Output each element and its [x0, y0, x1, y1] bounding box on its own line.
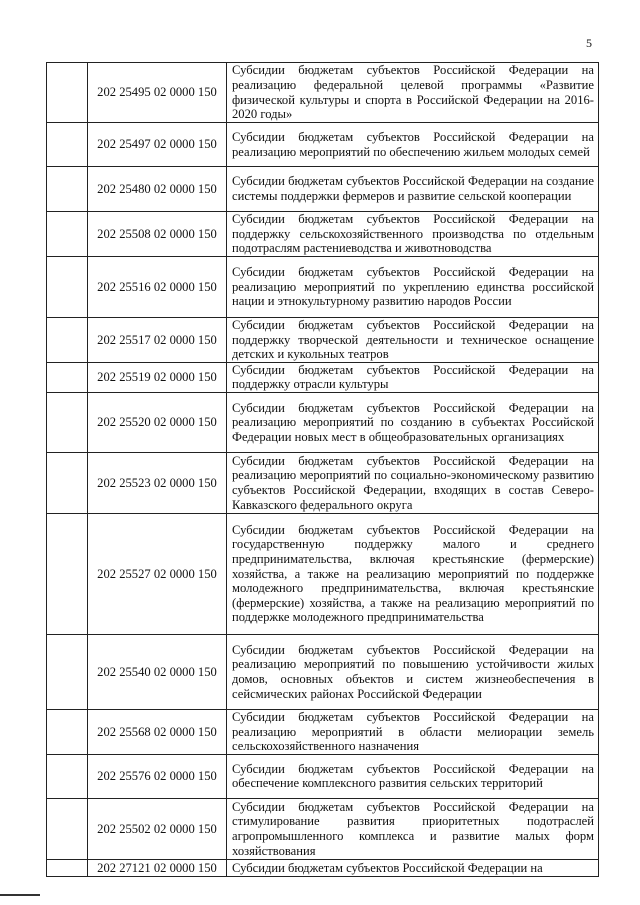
budget-code: 202 25520 02 0000 150	[88, 392, 227, 452]
budget-description: Субсидии бюджетам субъектов Российской Федерации на	[227, 859, 599, 876]
empty-cell	[47, 452, 88, 513]
budget-description: Субсидии бюджетам субъектов Российской Федерации на поддержку сельскохозяйственного производства по отдельным подотраслям растениеводства и животноводства	[227, 212, 599, 257]
page-number: 5	[586, 36, 592, 50]
table-row	[47, 362, 599, 392]
empty-cell	[47, 709, 88, 754]
table-row	[47, 392, 599, 452]
table-row	[47, 798, 599, 859]
budget-description: Субсидии бюджетам субъектов Российской Федерации на реализацию мероприятий по созданию в субъектах Российской Федерации новых мест в общеобразовательных организациях	[227, 392, 599, 452]
empty-cell	[47, 63, 88, 123]
empty-cell	[47, 362, 88, 392]
budget-description: Субсидии бюджетам субъектов Российской Федерации на государственную поддержку малого и среднего предпринимательства, включая крестьянские (фермерские) хозяйства, а также на реализацию мероприятий по поддержке молодежного предпринимательства, включая крестьянские (фермерские) хозяйства, а также на реализацию мероприятий по поддержке молодежного предпринимательства	[227, 513, 599, 634]
empty-cell	[47, 167, 88, 212]
budget-code: 202 27121 02 0000 150	[88, 859, 227, 876]
budget-code: 202 25519 02 0000 150	[88, 362, 227, 392]
budget-description: Субсидии бюджетам субъектов Российской Федерации на реализацию мероприятий по повышению устойчивости жилых домов, основных объектов и систем жизнеобеспечения в сейсмических районах Российской Федерации	[227, 634, 599, 709]
budget-code: 202 25497 02 0000 150	[88, 123, 227, 167]
budget-description: Субсидии бюджетам субъектов Российской Федерации на создание системы поддержки фермеров и развитие сельской кооперации	[227, 167, 599, 212]
empty-cell	[47, 318, 88, 363]
empty-cell	[47, 798, 88, 859]
budget-description: Субсидии бюджетам субъектов Российской Федерации на стимулирование развития приоритетных подотраслей агропромышленного комплекса и развитие малых форм хозяйствования	[227, 798, 599, 859]
table-row	[47, 123, 599, 167]
table-row	[47, 63, 599, 123]
budget-description: Субсидии бюджетам субъектов Российской Федерации на поддержку отрасли культуры	[227, 362, 599, 392]
budget-description: Субсидии бюджетам субъектов Российской Федерации на обеспечение комплексного развития сельских территорий	[227, 754, 599, 798]
budget-code: 202 25523 02 0000 150	[88, 452, 227, 513]
table-row	[47, 634, 599, 709]
page-edge-mark	[0, 894, 40, 896]
empty-cell	[47, 859, 88, 876]
budget-code: 202 25568 02 0000 150	[88, 709, 227, 754]
table-row	[47, 709, 599, 754]
budget-description: Субсидии бюджетам субъектов Российской Федерации на поддержку творческой деятельности и техническое оснащение детских и кукольных театров	[227, 318, 599, 363]
empty-cell	[47, 392, 88, 452]
budget-code: 202 25480 02 0000 150	[88, 167, 227, 212]
budget-code: 202 25576 02 0000 150	[88, 754, 227, 798]
budget-description: Субсидии бюджетам субъектов Российской Федерации на реализацию мероприятий по социально-экономическому развитию субъектов Российской Федерации, входящих в состав Северо-Кавказского федерального округа	[227, 452, 599, 513]
table-row	[47, 754, 599, 798]
budget-code: 202 25540 02 0000 150	[88, 634, 227, 709]
table-row	[47, 859, 599, 876]
empty-cell	[47, 257, 88, 318]
budget-code: 202 25516 02 0000 150	[88, 257, 227, 318]
empty-cell	[47, 513, 88, 634]
table-row	[47, 318, 599, 363]
table-row	[47, 513, 599, 634]
budget-codes-table	[46, 62, 599, 877]
budget-code: 202 25527 02 0000 150	[88, 513, 227, 634]
table-row	[47, 212, 599, 257]
budget-code: 202 25508 02 0000 150	[88, 212, 227, 257]
empty-cell	[47, 754, 88, 798]
table-row	[47, 452, 599, 513]
budget-description: Субсидии бюджетам субъектов Российской Федерации на реализацию мероприятий по укреплению единства российской нации и этнокультурному развитию народов России	[227, 257, 599, 318]
budget-description: Субсидии бюджетам субъектов Российской Федерации на реализацию мероприятий в области мелиорации земель сельскохозяйственного назначения	[227, 709, 599, 754]
budget-description: Субсидии бюджетам субъектов Российской Федерации на реализацию федеральной целевой программы «Развитие физической культуры и спорта в Российской Федерации на 2016-2020 годы»	[227, 63, 599, 123]
budget-code: 202 25495 02 0000 150	[88, 63, 227, 123]
table-row	[47, 257, 599, 318]
budget-description: Субсидии бюджетам субъектов Российской Федерации на реализацию мероприятий по обеспечению жильем молодых семей	[227, 123, 599, 167]
empty-cell	[47, 212, 88, 257]
empty-cell	[47, 123, 88, 167]
table-row	[47, 167, 599, 212]
empty-cell	[47, 634, 88, 709]
budget-code: 202 25502 02 0000 150	[88, 798, 227, 859]
budget-code: 202 25517 02 0000 150	[88, 318, 227, 363]
